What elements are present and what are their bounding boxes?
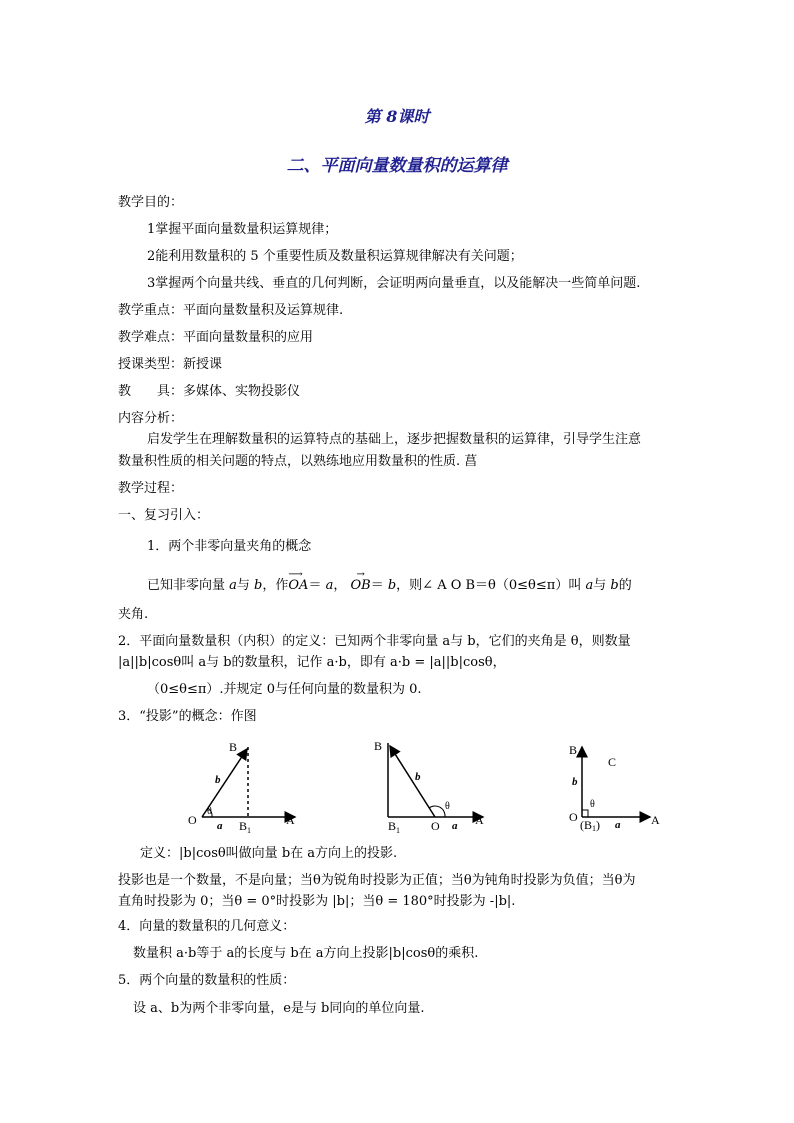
text: ，则∠ A O B＝θ（0≤θ≤π）叫 (396, 578, 586, 593)
item-1-heading: 1．两个非零向量夹角的概念 (147, 539, 312, 554)
label-B: B (374, 739, 383, 753)
vector-a: a (229, 578, 237, 593)
label-b: b (215, 774, 221, 786)
right-angle-mark (582, 810, 588, 817)
item-2-line-3: （0≤θ≤π）.并规定 0与任何向量的数量积为 0. (147, 682, 422, 697)
analysis-label: 内容分析： (118, 411, 184, 426)
label-b: b (415, 771, 421, 783)
label-theta: θ (590, 799, 595, 810)
lesson-number: 第 8课时 (364, 107, 430, 126)
projection-figure-obtuse (365, 735, 500, 835)
text: 的 (618, 578, 632, 593)
difficulty: 教学难点：平面向量数量积的应用 (118, 330, 314, 345)
item-1-line-1 (147, 569, 632, 594)
label-a: a (452, 820, 458, 832)
analysis-line-1: 启发学生在理解数量积的运算特点的基础上，逐步把握数量积的运算律，引导学生注意 (147, 432, 642, 447)
item-1-line-2: 夹角. (118, 607, 149, 622)
goal-1: 1掌握平面向量数量积运算规律； (147, 222, 338, 237)
label-theta: θ (207, 806, 212, 817)
text: 与 (593, 578, 611, 593)
label-b: b (572, 776, 578, 788)
projection-figure-right (560, 735, 670, 835)
label-O: O (569, 810, 578, 824)
text: ， (333, 578, 351, 593)
label-B: B (229, 740, 238, 754)
vector-oa: OA ⟶ (288, 569, 309, 593)
lesson-title: 二、平面向量数量积的运算律 (286, 156, 508, 176)
text: ，作 (262, 578, 289, 593)
item-5-heading: 5．两个向量的数量积的性质： (118, 973, 296, 988)
label-B1: (B1) (580, 818, 600, 833)
review-heading: 一、复习引入： (118, 508, 210, 523)
goal-3: 3掌握两个向量共线、垂直的几何判断，会证明两向量垂直，以及能解决一些简单问题. (147, 276, 641, 291)
label-theta: θ (445, 801, 450, 812)
label-A: A (475, 813, 484, 827)
projection-explanation-2: 直角时投影为 0；当θ = 0°时投影为 |b|；当θ = 180°时投影为 -|b|. (118, 894, 516, 909)
projection-explanation-1: 投影也是一个数量，不是向量；当θ为锐角时投影为正值；当θ为钝角时投影为负值；当θ为 (118, 873, 636, 888)
label-O: O (431, 819, 440, 833)
item-2-line-2: |a||b|cosθ叫 a与 b的数量积，记作 a·b，即有 a·b = |a||b|cosθ， (118, 655, 506, 670)
item-4-heading: 4．向量的数量积的几何意义： (118, 919, 296, 934)
label-a: a (615, 819, 621, 831)
label-O: O (188, 813, 197, 827)
goals-label: 教学目的： (118, 195, 184, 210)
vector-a: a (585, 578, 594, 593)
key-point: 教学重点：平面向量数量积及运算规律. (118, 303, 344, 318)
projection-definition: 定义：|b|cosθ叫做向量 b在 a方向上的投影. (140, 846, 398, 861)
text: ＝ (370, 578, 388, 593)
tools: 教 具：多媒体、实物投影仪 (118, 384, 301, 399)
item-4-text: 数量积 a·b等于 a的长度与 b在 a方向上投影|b|cosθ的乘积. (133, 946, 479, 961)
vector-ob-line (390, 746, 435, 817)
goal-2: 2能利用数量积的 5 个重要性质及数量积运算规律解决有关问题； (147, 249, 523, 264)
vector-arrow-icon: ⟶ (288, 569, 303, 580)
vector-a: a (325, 578, 334, 593)
process-label: 教学过程： (118, 481, 184, 496)
item-2-line-1: 2．平面向量数量积（内积）的定义：已知两个非零向量 a与 b，它们的夹角是 θ，则数量 (118, 634, 631, 649)
label-C: C (608, 755, 617, 769)
analysis-line-2: 数量积性质的相关问题的特点，以熟练地应用数量积的性质. 菖 (118, 454, 478, 469)
text: 已知非零向量 (147, 578, 230, 593)
vector-ob: OB → (350, 569, 371, 593)
label-A: A (651, 813, 660, 827)
lesson-type: 授课类型：新授课 (118, 357, 223, 372)
projection-figure-acute (180, 735, 310, 835)
label-B: B (569, 743, 578, 757)
label-B1: $B_1$ (239, 819, 252, 835)
item-3-heading: 3．“投影”的概念：作图 (118, 709, 257, 724)
vector-b: b (610, 578, 619, 593)
text: 与 (236, 578, 255, 593)
label-A: A (286, 813, 295, 827)
label-B1: $B_1$ (388, 819, 401, 835)
label-a: a (217, 820, 223, 832)
vector-b: b (254, 578, 263, 593)
vector-arrow-icon: → (356, 569, 365, 580)
vector-b: b (387, 578, 397, 593)
item-5-text: 设 a、b为两个非零向量，e是与 b同向的单位向量. (133, 1001, 425, 1016)
text: ＝ (308, 578, 326, 593)
